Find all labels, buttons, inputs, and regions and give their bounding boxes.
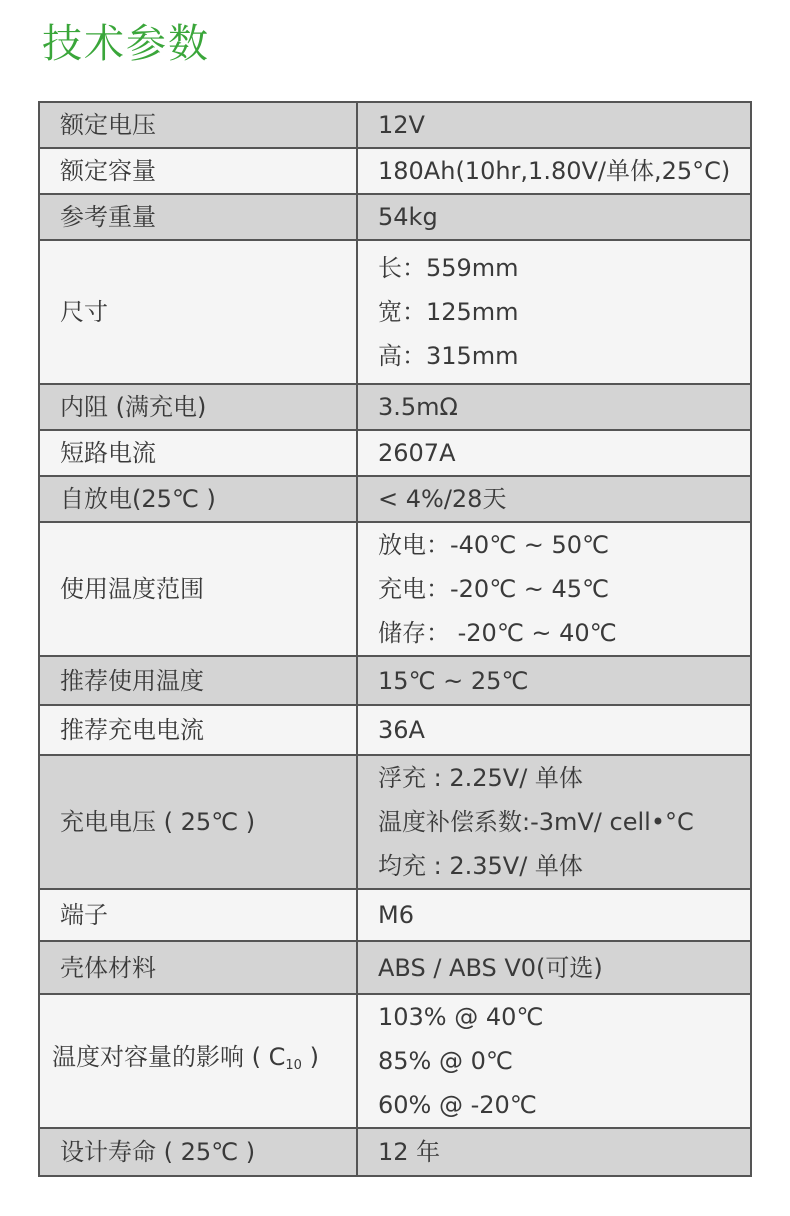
row-value: 180Ah(10hr,1.80V/单体,25°C) xyxy=(357,148,751,194)
row-label: 尺寸 xyxy=(39,240,357,384)
row-label: 端子 xyxy=(39,889,357,941)
row-value: 3.5mΩ xyxy=(357,384,751,430)
row-label: 设计寿命 ( 25℃ ) xyxy=(39,1128,357,1176)
table-row xyxy=(39,194,751,240)
row-label: 使用温度范围 xyxy=(39,522,357,656)
row-value: 12 年 xyxy=(357,1128,751,1176)
row-value: 54kg xyxy=(357,194,751,240)
table-row xyxy=(39,102,751,148)
row-label: 短路电流 xyxy=(39,430,357,476)
value-line: 均充 : 2.35V/ 单体 xyxy=(378,852,583,880)
row-value xyxy=(357,755,751,889)
value-line: 长：559mm xyxy=(378,254,519,282)
table-row xyxy=(39,705,751,755)
row-value: 36A xyxy=(357,705,751,755)
row-label: 额定容量 xyxy=(39,148,357,194)
table-row xyxy=(39,889,751,941)
value-line: 高：315mm xyxy=(378,342,519,370)
value-line: 60% @ -20℃ xyxy=(378,1091,537,1119)
table-row xyxy=(39,384,751,430)
label-end: ) xyxy=(301,1042,319,1071)
table-row xyxy=(39,755,751,889)
table-row xyxy=(39,656,751,705)
row-label: 充电电压 ( 25℃ ) xyxy=(39,755,357,889)
value-line: 浮充 : 2.25V/ 单体 xyxy=(378,764,583,792)
value-line: 放电：-40℃ ~ 50℃ xyxy=(378,531,610,559)
value-line: 充电：-20℃ ~ 45℃ xyxy=(378,575,610,603)
table-row xyxy=(39,148,751,194)
row-value: 12V xyxy=(357,102,751,148)
value-line: 储存： -20℃ ~ 40℃ xyxy=(378,619,617,647)
value-line: 宽：125mm xyxy=(378,298,519,326)
value-line: 温度补偿系数:-3mV/ cell•°C xyxy=(378,808,694,836)
row-label: 参考重量 xyxy=(39,194,357,240)
row-value: M6 xyxy=(357,889,751,941)
spec-table xyxy=(38,101,752,1177)
row-label: 推荐充电电流 xyxy=(39,705,357,755)
row-value xyxy=(357,994,751,1128)
row-label: 内阻 (满充电) xyxy=(39,384,357,430)
page-title: 技术参数 xyxy=(42,21,210,67)
label-main: 温度对容量的影响 ( C xyxy=(52,1042,286,1071)
row-label: 壳体材料 xyxy=(39,941,357,994)
row-value xyxy=(357,240,751,384)
table-row xyxy=(39,941,751,994)
table-row xyxy=(39,994,751,1128)
value-line: 85% @ 0℃ xyxy=(378,1047,513,1075)
row-label: 自放电(25℃ ) xyxy=(39,476,357,522)
table-row xyxy=(39,522,751,656)
label-subscript: 10 xyxy=(285,1057,302,1073)
row-label: 额定电压 xyxy=(39,102,357,148)
row-value: < 4%/28天 xyxy=(357,476,751,522)
table-row xyxy=(39,476,751,522)
table-row xyxy=(39,1128,751,1176)
row-label xyxy=(39,994,357,1128)
row-value xyxy=(357,522,751,656)
row-label: 推荐使用温度 xyxy=(39,656,357,705)
row-value: ABS / ABS V0(可选) xyxy=(357,941,751,994)
table-row xyxy=(39,240,751,384)
table-row xyxy=(39,430,751,476)
row-value: 2607A xyxy=(357,430,751,476)
row-value: 15℃ ~ 25℃ xyxy=(357,656,751,705)
value-line: 103% @ 40℃ xyxy=(378,1003,544,1031)
